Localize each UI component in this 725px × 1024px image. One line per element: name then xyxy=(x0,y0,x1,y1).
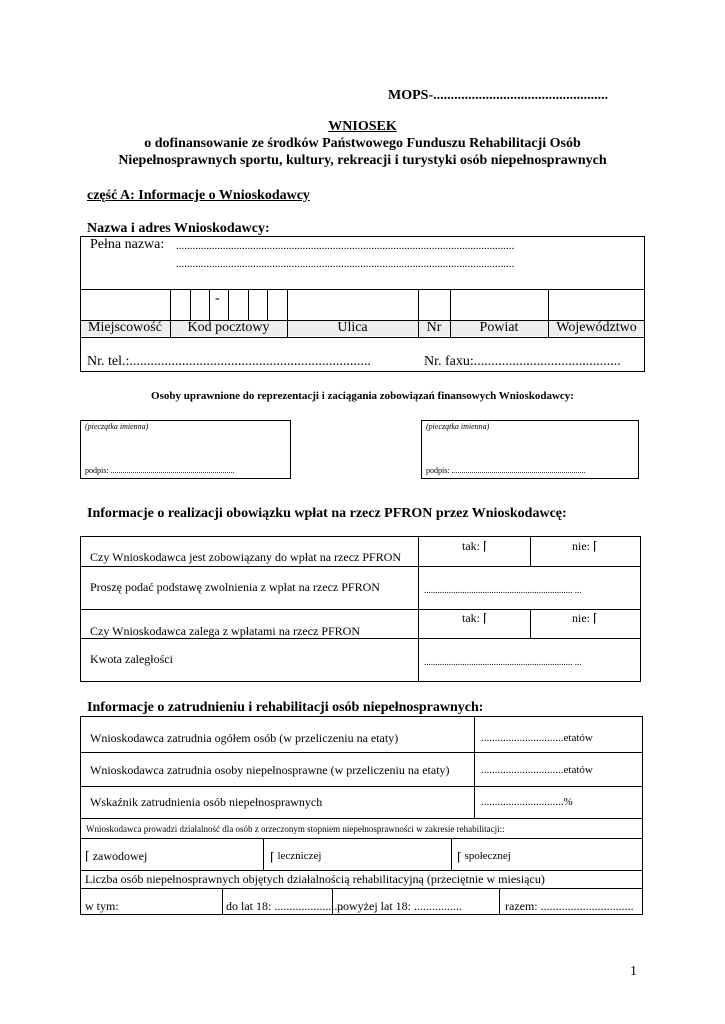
divider xyxy=(248,289,249,320)
divider xyxy=(80,566,641,567)
full-name-line-1[interactable]: ........................................................................................................................... xyxy=(176,240,515,252)
option-medical[interactable] xyxy=(270,850,321,865)
option-medical-label: leczniczej xyxy=(277,850,322,862)
divider xyxy=(80,818,643,819)
q4-value[interactable]: .................................................................. ... xyxy=(424,657,582,667)
divider xyxy=(80,838,643,839)
form-subtitle-1: o dofinansowanie ze środków Państwowego Funduszu Rehabilitacji Osób xyxy=(144,136,581,151)
divider xyxy=(80,337,645,338)
divider xyxy=(499,888,500,915)
divider xyxy=(80,752,643,753)
part-a-heading: część A: Informacje o Wnioskodawcy xyxy=(87,188,310,203)
total-employment-label: Wnioskodawca zatrudnia ogółem osób (w przeliczeniu na etaty) xyxy=(90,731,399,745)
including-label: w tym: xyxy=(85,899,119,913)
checkbox-icon[interactable]: ⌈ xyxy=(483,611,488,625)
employment-heading: Informacje o zatrudnieniu i rehabilitacji osób niepełnosprawnych: xyxy=(87,700,484,715)
fax-field[interactable]: Nr. faxu:.......................................... xyxy=(424,354,621,369)
divider xyxy=(80,609,641,610)
q3-yes-label: tak: xyxy=(462,611,480,625)
divider xyxy=(267,289,268,320)
form-title: WNIOSEK xyxy=(328,119,397,134)
disabled-employment-label: Wnioskodawca zatrudnia osoby niepełnosprawne (w przeliczeniu na etaty) xyxy=(90,763,450,777)
q3-no-label: nie: xyxy=(572,611,590,625)
divider xyxy=(474,716,475,818)
over-18-field[interactable]: powyżej lat 18: ................ xyxy=(337,899,462,913)
q1-label: Czy Wnioskodawca jest zobowiązany do wpłat na rzecz PFRON xyxy=(90,550,402,564)
divider xyxy=(80,786,643,787)
option-vocational[interactable] xyxy=(85,849,147,864)
option-social-label: społecznej xyxy=(464,850,511,862)
divider xyxy=(228,289,229,320)
q4-label: Kwota zaległości xyxy=(90,652,173,666)
postal-dash: - xyxy=(215,291,220,306)
q3-no[interactable] xyxy=(572,611,598,626)
phone-field[interactable]: Nr. tel.:..................................................................... xyxy=(87,354,371,369)
page-number: 1 xyxy=(630,964,637,979)
divider xyxy=(530,536,531,566)
q3-label: Czy Wnioskodawca zalega z wpłatami na rzecz PFRON xyxy=(90,624,361,638)
col-voivodeship-label: Województwo xyxy=(556,320,637,335)
checkbox-icon[interactable]: ⌈ xyxy=(483,539,488,553)
checkbox-icon[interactable]: ⌈ xyxy=(85,849,90,863)
col-city-label: Miejscowość xyxy=(88,320,162,335)
checkbox-icon[interactable]: ⌈ xyxy=(593,539,598,553)
total-field[interactable]: razem: ............................... xyxy=(505,899,634,913)
full-name-line-2[interactable]: ........................................................................................................................... xyxy=(176,258,515,270)
q1-no[interactable] xyxy=(572,539,598,554)
option-social[interactable] xyxy=(457,850,511,865)
col-postal-label: Kod pocztowy xyxy=(187,320,270,335)
total-employment-value[interactable]: ..............................etatów xyxy=(481,732,593,744)
signature-left[interactable]: podpis: .............................................................. xyxy=(85,466,235,475)
divider xyxy=(530,609,531,638)
checkbox-icon[interactable]: ⌈ xyxy=(593,611,598,625)
signature-right[interactable]: podpis: ................................................................... xyxy=(426,466,586,475)
stamp-label-right: (pieczątka imienna) xyxy=(426,422,490,431)
rehab-activity-label: Wnioskodawca prowadzi działalność dla osób z orzeczonym stopniem niepełnosprawności w zakresie rehabilitacji:: xyxy=(86,824,505,834)
address-table xyxy=(80,236,645,372)
q1-yes-label: tak: xyxy=(462,539,480,553)
stamp-label-left: (pieczątka imienna) xyxy=(85,422,149,431)
checkbox-icon[interactable]: ⌈ xyxy=(457,850,462,864)
under-18-field[interactable]: do lat 18: ....................... xyxy=(226,899,344,913)
col-street-label: Ulica xyxy=(337,320,368,335)
disabled-employment-value[interactable]: ..............................etatów xyxy=(481,764,593,776)
mops-field[interactable]: MOPS-.................................................. xyxy=(388,88,609,103)
divider xyxy=(222,888,223,915)
col-county-label: Powiat xyxy=(479,320,519,335)
representatives-heading: Osoby uprawnione do reprezentacji i zaciągania zobowiązań finansowych Wnioskodawcy: xyxy=(151,390,574,402)
divider xyxy=(451,838,452,870)
col-nr-label: Nr xyxy=(426,320,442,335)
rehab-count-label: Liczba osób niepełnosprawnych objętych działalnością rehabilitacyjną (przeciętnie w miesiącu) xyxy=(85,872,545,886)
q2-value[interactable]: .................................................................. ... xyxy=(424,585,582,595)
checkbox-icon[interactable]: ⌈ xyxy=(270,850,275,864)
q2-label: Proszę podać podstawę zwolnienia z wpłat na rzecz PFRON xyxy=(90,580,380,594)
divider xyxy=(263,838,264,870)
form-subtitle-2: Niepełnosprawnych sportu, kultury, rekreacji i turystyki osób niepełnosprawnych xyxy=(118,153,607,168)
option-vocational-label: zawodowej xyxy=(92,849,148,863)
divider xyxy=(80,888,643,889)
name-address-heading: Nazwa i adres Wnioskodawcy: xyxy=(87,221,270,236)
q1-yes[interactable] xyxy=(462,539,488,554)
divider xyxy=(209,289,210,320)
q1-no-label: nie: xyxy=(572,539,590,553)
divider xyxy=(80,870,643,871)
employment-ratio-label: Wskaźnik zatrudnienia osób niepełnosprawnych xyxy=(90,795,323,809)
divider xyxy=(80,289,645,290)
divider xyxy=(190,289,191,320)
pfron-heading: Informacje o realizacji obowiązku wpłat na rzecz PFRON przez Wnioskodawcę: xyxy=(87,506,567,521)
q3-yes[interactable] xyxy=(462,611,488,626)
full-name-label: Pełna nazwa: xyxy=(90,237,165,252)
employment-ratio-value[interactable]: ..............................% xyxy=(481,796,573,808)
